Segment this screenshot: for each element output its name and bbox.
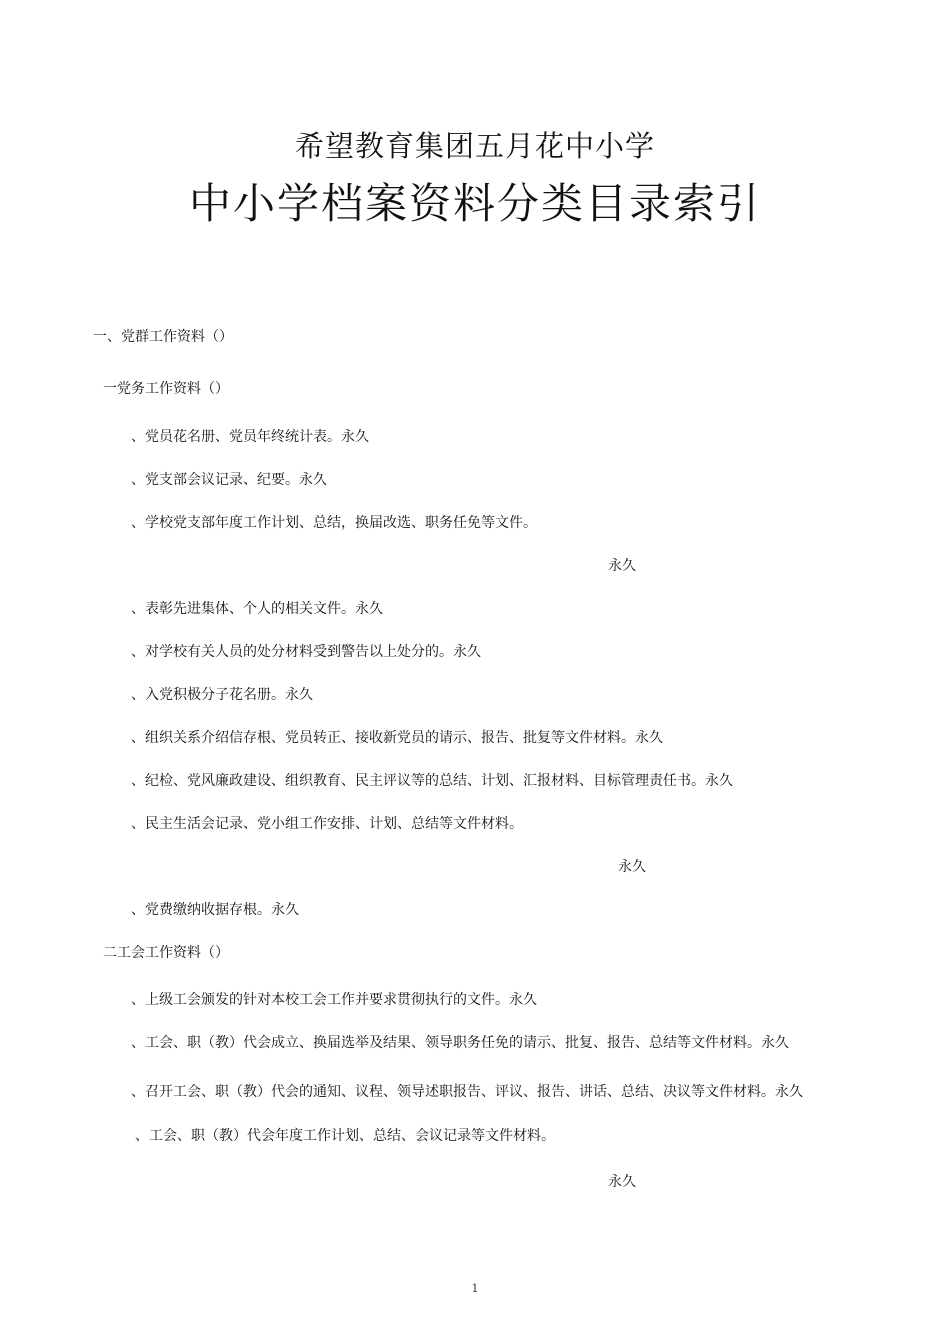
list-item: 、组织关系介绍信存根、党员转正、接收新党员的请示、报告、批复等文件材料。永久 <box>131 730 663 746</box>
list-item: 、入党积极分子花名册。永久 <box>131 687 313 703</box>
retention-term: 永久 <box>608 1174 636 1190</box>
list-item: 、学校党支部年度工作计划、总结，换届改选、职务任免等文件。 <box>131 515 537 531</box>
list-item: 、上级工会颁发的针对本校工会工作并要求贯彻执行的文件。永久 <box>131 992 537 1008</box>
subsection-heading: 一党务工作资料（） <box>103 381 229 397</box>
list-item: 、召开工会、职（教）代会的通知、议程、领导述职报告、评议、报告、讲话、总结、决议等文件材料。永久 <box>131 1084 803 1100</box>
page-title: 中小学档案资料分类目录索引 <box>188 179 761 228</box>
list-item: 、民主生活会记录、党小组工作安排、计划、总结等文件材料。 <box>131 816 523 832</box>
list-item: 、党费缴纳收据存根。永久 <box>131 902 299 918</box>
school-name: 希望教育集团五月花中小学 <box>294 129 655 163</box>
retention-term: 永久 <box>608 558 636 574</box>
page-number: 1 <box>471 1282 479 1295</box>
list-item: 、工会、职（教）代会年度工作计划、总结、会议记录等文件材料。 <box>135 1128 555 1144</box>
list-item: 、表彰先进集体、个人的相关文件。永久 <box>131 601 383 617</box>
list-item: 、党员花名册、党员年终统计表。永久 <box>131 429 369 445</box>
list-item: 、纪检、党风廉政建设、组织教育、民主评议等的总结、计划、汇报材料、目标管理责任书。永久 <box>131 773 733 789</box>
section-heading: 一、党群工作资料（） <box>93 329 233 345</box>
retention-term: 永久 <box>618 859 646 875</box>
subsection-heading: 二工会工作资料（） <box>103 945 229 961</box>
list-item: 、对学校有关人员的处分材料受到警告以上处分的。永久 <box>131 644 481 660</box>
list-item: 、党支部会议记录、纪要。永久 <box>131 472 327 488</box>
list-item: 、工会、职（教）代会成立、换届选举及结果、领导职务任免的请示、批复、报告、总结等文件材料。永久 <box>131 1035 789 1051</box>
